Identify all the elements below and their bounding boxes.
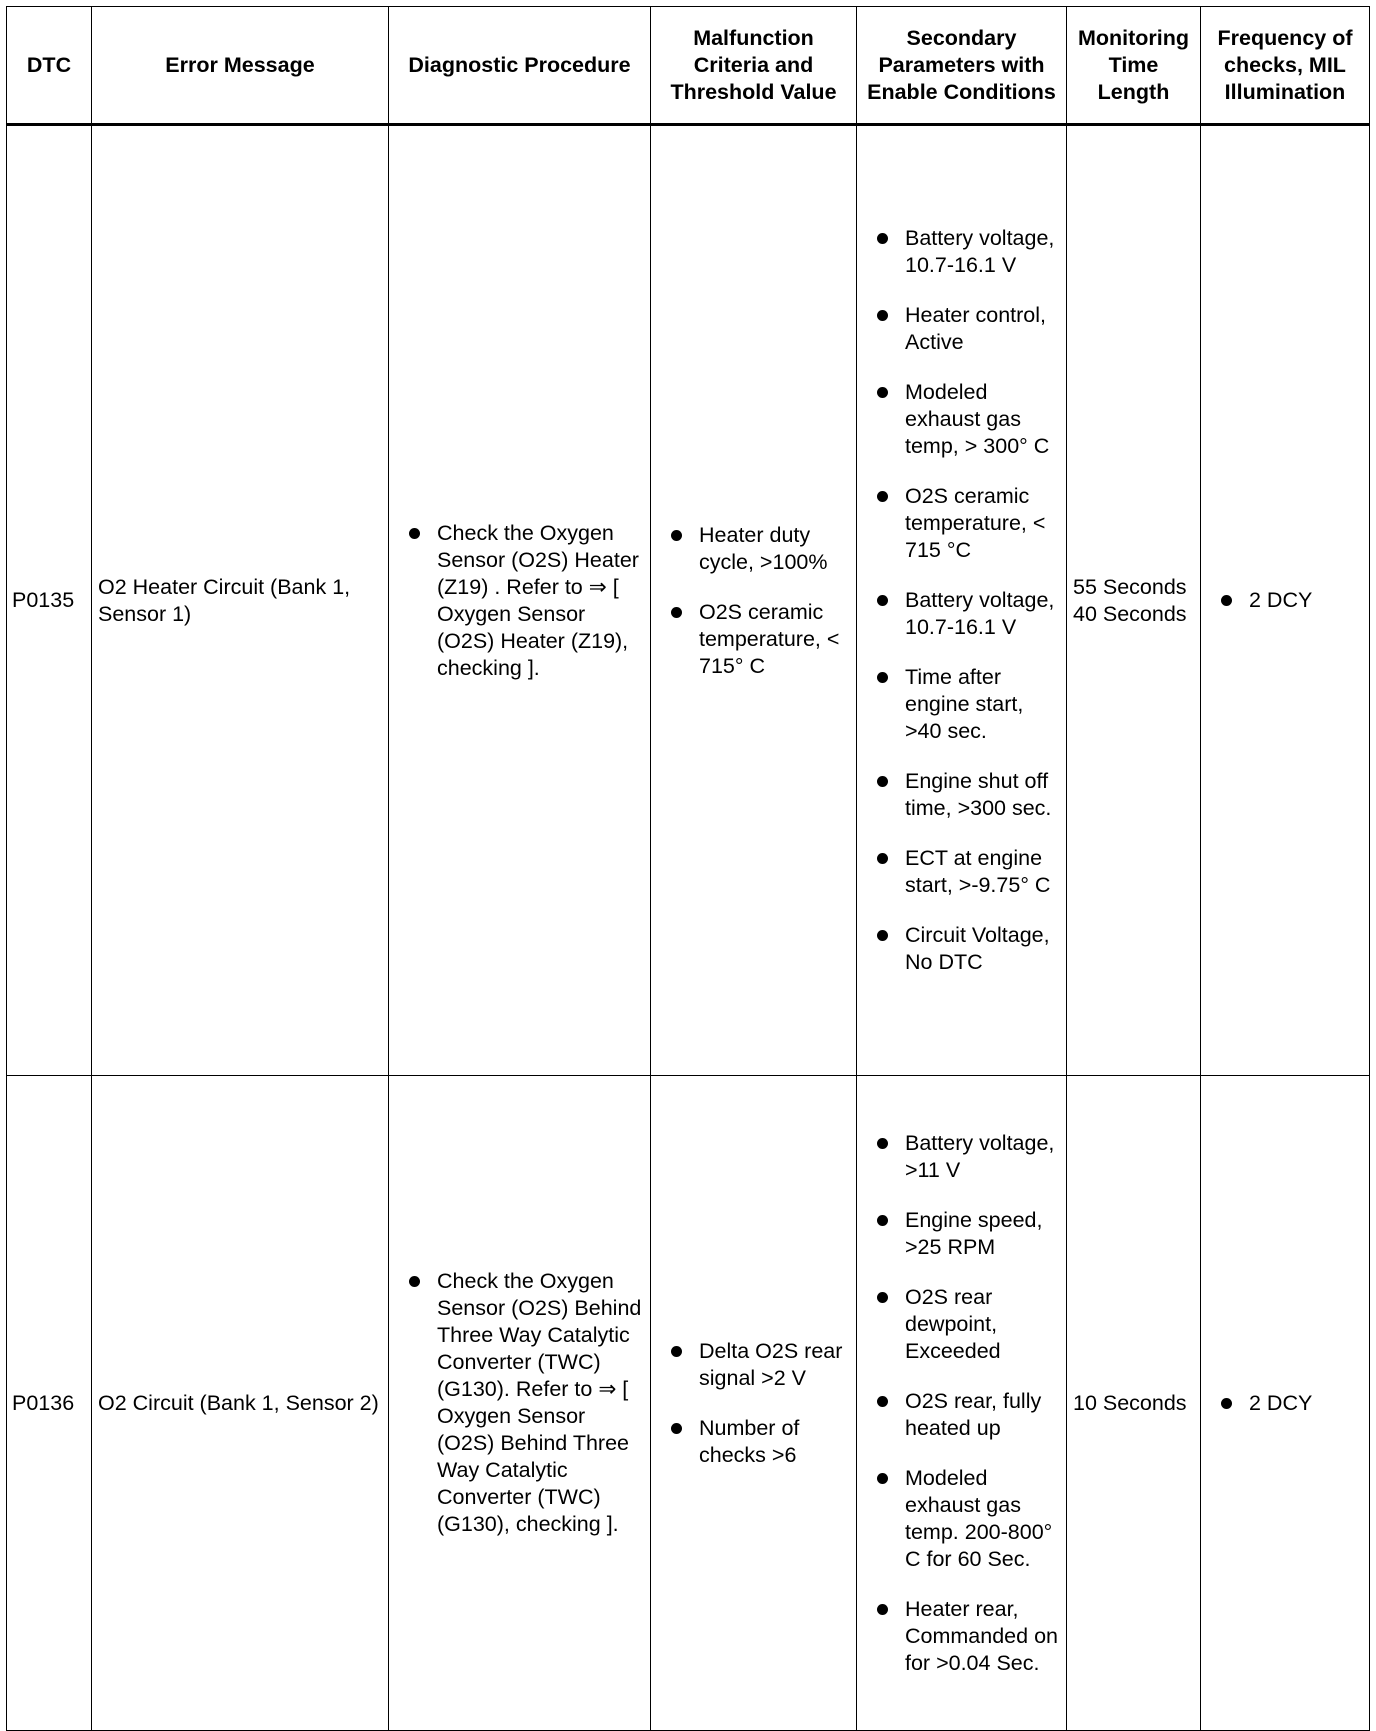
diagnostic-procedure-list — [403, 1268, 644, 1538]
monitoring-time: 10 Seconds — [1067, 1076, 1201, 1731]
list-item: Delta O2S rear signal >2 V — [665, 1338, 850, 1392]
bullet-icon — [409, 528, 420, 539]
bullet-icon — [671, 1423, 682, 1434]
secondary-parameters — [857, 1076, 1067, 1731]
malfunction-criteria-list — [665, 1338, 850, 1469]
error-message: O2 Circuit (Bank 1, Sensor 2) — [92, 1076, 389, 1731]
secondary-parameters — [857, 125, 1067, 1076]
table-row — [7, 1076, 1370, 1731]
list-item: Circuit Voltage, No DTC — [871, 922, 1064, 976]
bullet-icon — [877, 1473, 888, 1484]
list-item: 2 DCY — [1215, 587, 1363, 614]
bullet-icon — [671, 1346, 682, 1357]
header-malfunction-criteria: Malfunction Criteria and Threshold Value — [651, 7, 857, 125]
dtc-table — [6, 6, 1370, 1731]
bullet-icon — [877, 853, 888, 864]
list-item: Heater rear, Commanded on for >0.04 Sec. — [871, 1596, 1064, 1677]
bullet-icon — [877, 1138, 888, 1149]
list-item: O2S ceramic temperature, < 715 °C — [871, 483, 1064, 564]
frequency — [1201, 125, 1370, 1076]
table-row — [7, 125, 1370, 1076]
frequency-list — [1215, 587, 1363, 614]
list-item: Heater duty cycle, >100% — [665, 522, 850, 576]
header-secondary-parameters: Secondary Parameters with Enable Conditions — [857, 7, 1067, 125]
dtc-code: P0136 — [7, 1076, 92, 1731]
bullet-icon — [877, 310, 888, 321]
bullet-icon — [877, 595, 888, 606]
list-item: Battery voltage, >11 V — [871, 1130, 1064, 1184]
bullet-icon — [671, 607, 682, 618]
bullet-icon — [877, 672, 888, 683]
list-item: 2 DCY — [1215, 1390, 1363, 1417]
bullet-icon — [877, 233, 888, 244]
malfunction-criteria — [651, 1076, 857, 1731]
list-item: Engine speed, >25 RPM — [871, 1207, 1064, 1261]
diagnostic-procedure — [389, 125, 651, 1076]
bullet-icon — [877, 930, 888, 941]
frequency — [1201, 1076, 1370, 1731]
list-item: Heater control, Active — [871, 302, 1064, 356]
bullet-icon — [877, 1604, 888, 1615]
header-diagnostic-procedure: Diagnostic Procedure — [389, 7, 651, 125]
bullet-icon — [671, 530, 682, 541]
bullet-icon — [1221, 595, 1232, 606]
list-item: Engine shut off time, >300 sec. — [871, 768, 1064, 822]
frequency-list — [1215, 1390, 1363, 1417]
secondary-parameters-list — [871, 225, 1064, 976]
list-item: Number of checks >6 — [665, 1415, 850, 1469]
dtc-code: P0135 — [7, 125, 92, 1076]
monitoring-time: 55 Seconds 40 Seconds — [1067, 125, 1201, 1076]
list-item: Battery voltage, 10.7-16.1 V — [871, 225, 1064, 279]
bullet-icon — [1221, 1398, 1232, 1409]
list-item: Modeled exhaust gas temp, > 300° C — [871, 379, 1064, 460]
list-item: O2S rear, fully heated up — [871, 1388, 1064, 1442]
bullet-icon — [877, 491, 888, 502]
list-item: Check the Oxygen Sensor (O2S) Heater (Z19) . Refer to ⇒ [ Oxygen Sensor (O2S) Heater (Z19), checking ]. — [403, 520, 644, 682]
diagnostic-procedure — [389, 1076, 651, 1731]
error-message: O2 Heater Circuit (Bank 1, Sensor 1) — [92, 125, 389, 1076]
bullet-icon — [877, 1292, 888, 1303]
header-frequency: Frequency of checks, MIL Illumination — [1201, 7, 1370, 125]
list-item: Battery voltage, 10.7-16.1 V — [871, 587, 1064, 641]
list-item: Check the Oxygen Sensor (O2S) Behind Three Way Catalytic Converter (TWC) (G130). Refer to ⇒ [ Oxygen Sensor (O2S) Behind Three Way Catalytic Converter (TWC) (G130), checking ]. — [403, 1268, 644, 1538]
diagnostic-procedure-list — [403, 520, 644, 682]
header-dtc: DTC — [7, 7, 92, 125]
bullet-icon — [877, 1396, 888, 1407]
list-item: ECT at engine start, >-9.75° C — [871, 845, 1064, 899]
bullet-icon — [877, 1215, 888, 1226]
list-item: O2S rear dewpoint, Exceeded — [871, 1284, 1064, 1365]
list-item: Time after engine start, >40 sec. — [871, 664, 1064, 745]
bullet-icon — [409, 1276, 420, 1287]
header-monitoring-time: Monitoring Time Length — [1067, 7, 1201, 125]
table-header-row — [7, 7, 1370, 125]
bullet-icon — [877, 776, 888, 787]
list-item: Modeled exhaust gas temp. 200-800° C for 60 Sec. — [871, 1465, 1064, 1573]
malfunction-criteria-list — [665, 522, 850, 680]
header-error-message: Error Message — [92, 7, 389, 125]
secondary-parameters-list — [871, 1130, 1064, 1677]
bullet-icon — [877, 387, 888, 398]
malfunction-criteria — [651, 125, 857, 1076]
list-item: O2S ceramic temperature, < 715° C — [665, 599, 850, 680]
